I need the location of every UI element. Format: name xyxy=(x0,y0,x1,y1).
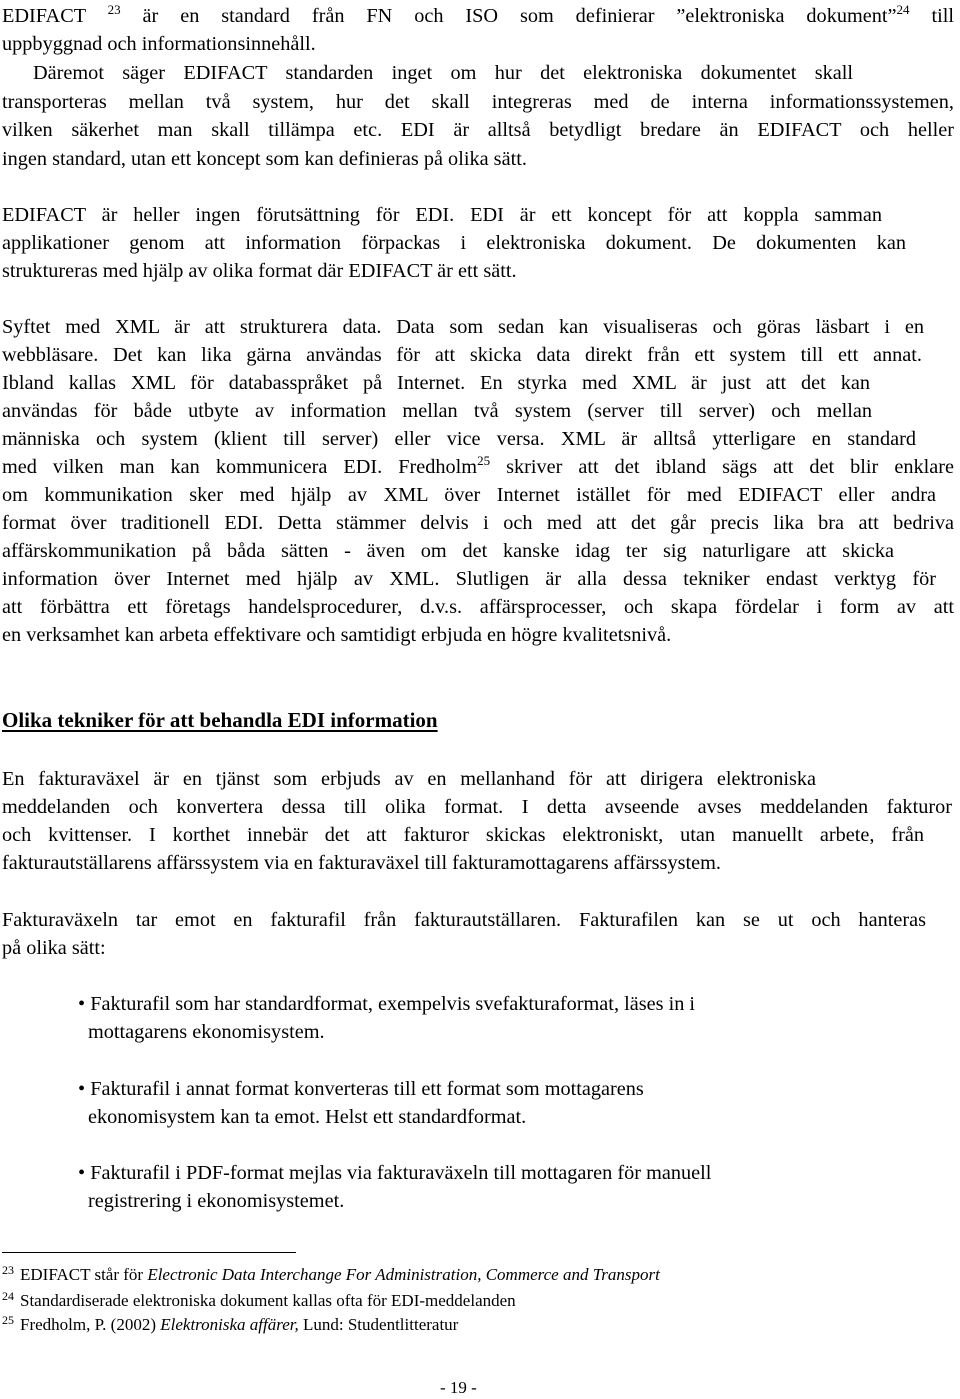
bullet-icon: • xyxy=(78,993,86,1015)
paragraph-line: EDIFACT $^{23}$ är en standard från FN och ISO som definierar ”elektroniska dokument”$^{24}$ till xyxy=(2,2,954,27)
paragraph-line: webbläsare. Det kan lika gärna användas för att skicka data direkt från ett system till ett annat. xyxy=(2,344,922,366)
paragraph-line: människa och system (klient till server) eller vice versa. XML är alltså ytterligare en standard xyxy=(2,428,916,450)
paragraph-line: en verksamhet kan arbeta effektivare och samtidigt erbjuda en högre kvalitetsnivå. xyxy=(2,624,672,646)
paragraph-line: fakturautställarens affärssystem via en fakturaväxel till fakturamottagarens affärssystem. xyxy=(2,852,721,874)
list-item: • Fakturafil i PDF-format mejlas via fakturaväxeln till mottagaren för manuell xyxy=(78,1162,712,1184)
section-heading: Olika tekniker för att behandla EDI information xyxy=(2,708,438,732)
footnote-separator xyxy=(2,1252,296,1253)
paragraph-line: meddelanden och konvertera dessa till olika format. I detta avseende avses meddelanden fakturor xyxy=(2,796,952,818)
paragraph-line: med vilken man kan kommunicera EDI. Fredholm$^{25}$ skriver att det ibland sägs att det blir enklare xyxy=(2,453,954,478)
footnote: $^{24}$ Standardiserade elektroniska dokument kallas ofta för EDI-meddelanden xyxy=(2,1289,516,1310)
paragraph-line: och kvittenser. I korthet innebär det att fakturor skickas elektroniskt, utan manuellt arbete, från xyxy=(2,824,924,846)
paragraph-line: affärskommunikation på båda sätten - även om det kanske idag ter sig naturligare att skicka xyxy=(2,540,894,562)
paragraph-line: ingen standard, utan ett koncept som kan definieras på olika sätt. xyxy=(2,148,527,170)
list-item-continuation: ekonomisystem kan ta emot. Helst ett standardformat. xyxy=(88,1106,527,1128)
paragraph-line: En fakturaväxel är en tjänst som erbjuds av en mellanhand för att dirigera elektroniska xyxy=(2,768,816,790)
bullet-icon: • xyxy=(78,1162,86,1184)
paragraph-line: på olika sätt: xyxy=(2,937,106,959)
paragraph-line: Däremot säger EDIFACT standarden inget om hur det elektroniska dokumentet skall xyxy=(33,62,853,84)
paragraph-line: EDIFACT är heller ingen förutsättning för EDI. EDI är ett koncept för att koppla samman xyxy=(2,204,882,226)
paragraph-line: struktureras med hjälp av olika format där EDIFACT är ett sätt. xyxy=(2,260,517,282)
paragraph-line: att förbättra ett företags handelsprocedurer, d.v.s. affärsprocesser, och skapa fördelar i form av att xyxy=(2,596,954,618)
list-item: • Fakturafil som har standardformat, exempelvis svefakturaformat, läses in i xyxy=(78,993,696,1015)
list-item-continuation: mottagarens ekonomisystem. xyxy=(88,1021,325,1043)
paragraph-line: Syftet med XML är att strukturera data. Data som sedan kan visualiseras och göras läsbart i en xyxy=(2,316,924,338)
bullet-icon: • xyxy=(78,1078,86,1100)
page-number: - 19 - xyxy=(440,1378,477,1397)
paragraph-line: om kommunikation sker med hjälp av XML över Internet istället för med EDIFACT eller andra xyxy=(2,484,936,506)
paragraph-line: format över traditionell EDI. Detta stämmer delvis i och med att det går precis lika bra att bedriva xyxy=(2,512,954,534)
paragraph-line: vilken säkerhet man skall tillämpa etc. EDI är alltså betydligt bredare än EDIFACT och heller xyxy=(2,119,954,141)
footnote-ref: 25 xyxy=(477,453,491,468)
paragraph-line: information över Internet med hjälp av XML. Slutligen är alla dessa tekniker endast verktyg för xyxy=(2,568,936,590)
paragraph-line: Ibland kallas XML för databasspråket på Internet. En styrka med XML är just att det kan xyxy=(2,372,870,394)
paragraph-line: användas för både utbyte av information mellan två system (server till server) och mellan xyxy=(2,400,872,422)
paragraph-line: applikationer genom att information förpackas i elektroniska dokument. De dokumenten kan xyxy=(2,232,906,254)
paragraph-line: uppbyggnad och informationsinnehåll. xyxy=(2,33,316,55)
paragraph-line: Fakturaväxeln tar emot en fakturafil från fakturautställaren. Fakturafilen kan se ut och hanteras xyxy=(2,909,926,931)
footnote: $^{23}$ EDIFACT står för Electronic Data Interchange For Administration, Commerce and Transport xyxy=(2,1263,660,1284)
footnote: $^{25}$ Fredholm, P. (2002) Elektroniska affärer, Lund: Studentlitteratur xyxy=(2,1313,459,1334)
list-item: • Fakturafil i annat format konverteras till ett format som mottagarens xyxy=(78,1078,644,1100)
footnote-ref: 24 xyxy=(896,2,910,17)
paragraph-line: transporteras mellan två system, hur det skall integreras med de interna informationssystemen, xyxy=(2,91,954,113)
list-item-continuation: registrering i ekonomisystemet. xyxy=(88,1190,345,1212)
footnote-ref: 23 xyxy=(107,2,121,17)
